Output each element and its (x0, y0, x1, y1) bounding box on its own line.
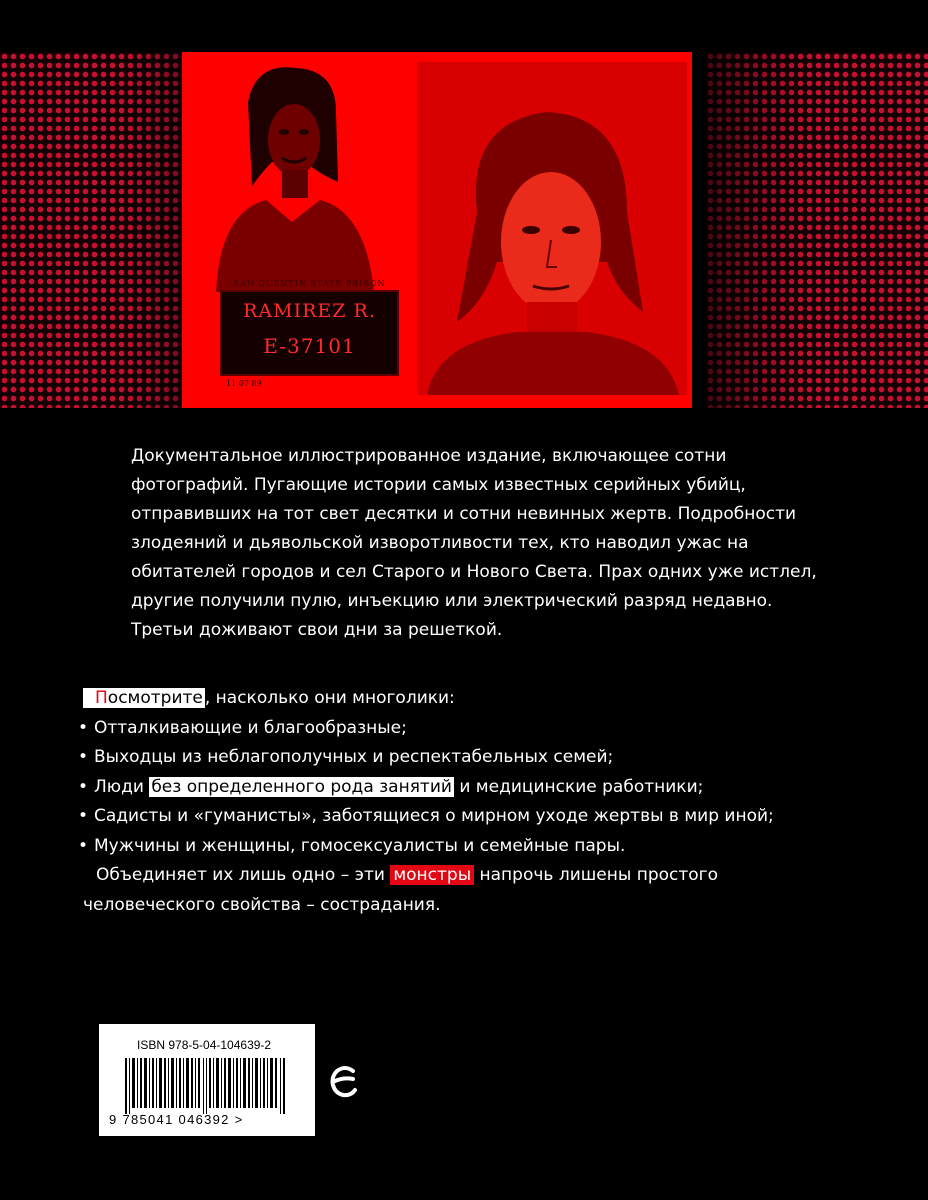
highlight-posmotrite (83, 688, 205, 708)
list-item-text: Садисты и «гуманисты», заботящиеся о мирном уходе жертвы в мир иной; (94, 806, 774, 826)
description-line: фотографий. Пугающие истории самых известных серийных убийц, (131, 475, 746, 495)
list-item (78, 743, 774, 773)
list-item (78, 832, 774, 862)
mugshot-placard (220, 279, 399, 388)
highlight-occupation: без определенного рода занятий (151, 776, 452, 797)
photo-frame (182, 52, 692, 408)
mugshot-photo-right (417, 62, 687, 395)
list-item (78, 802, 774, 832)
intro-highlight-rest: осмотрите (107, 688, 203, 708)
description-line: злодеяний и дьявольской изворотливости тех, кто наводил ужас на (131, 533, 749, 553)
list-item-text: Люди (94, 776, 150, 797)
list-item (78, 773, 774, 803)
mugshot-figure-female (417, 62, 687, 395)
bullet-icon: • (78, 776, 89, 797)
isbn-label: ISBN 978-5-04-104639-2 (137, 1038, 272, 1052)
description-line: отправивших на тот свет десятки и сотни невинных жертв. Подробности (131, 504, 797, 524)
list-item-text: Отталкивающие и благообразные; (94, 717, 407, 738)
bullet-icon: • (78, 717, 89, 738)
conclusion-line (78, 891, 774, 921)
features-list (78, 684, 774, 920)
bullet-icon: • (78, 835, 89, 856)
description-line: Документальное иллюстрированное издание, включающее сотни (131, 446, 727, 466)
placard-date: 11 07 89 (226, 379, 262, 388)
bullet-icon: • (78, 806, 89, 826)
barcode-icon (125, 1058, 289, 1114)
description-line: Третьи доживают свои дни за решеткой. (131, 620, 503, 640)
description-paragraph (131, 442, 871, 645)
placard-name: RAMIREZ R. (243, 300, 376, 322)
bullet-icon: • (78, 747, 89, 767)
conclusion-text: напрочь лишены простого (474, 865, 718, 885)
conclusion-text: Объединяет их лишь одно – эти (96, 865, 391, 885)
highlight-monsters: монстры (390, 865, 474, 885)
list-item (78, 714, 774, 744)
intro-first-letter: П (95, 688, 108, 708)
publisher-logo-icon (329, 1063, 359, 1099)
description-line: другие получили пулю, инъекцию или электрический разряд недавно. (131, 591, 773, 611)
placard-number: E-37101 (263, 334, 356, 358)
description-line: обитателей городов и сел Старого и Нового Света. Прах одних уже истлел, (131, 562, 817, 582)
list-item-text: Выходцы из неблагополучных и респектабельных семей; (94, 747, 614, 767)
conclusion-line (78, 861, 774, 891)
halftone-pattern-right (706, 52, 928, 408)
list-intro (78, 684, 774, 714)
list-item-text: Мужчины и женщины, гомосексуалисты и семейные пары. (94, 835, 626, 856)
barcode-box (99, 1024, 315, 1136)
conclusion-text: человеческого свойства – сострадания. (83, 894, 441, 915)
barcode-digits: 9 785041 046392 > (109, 1112, 244, 1127)
list-item-text: и медицинские работники; (453, 776, 704, 797)
mugshot-photo-left (196, 62, 424, 392)
intro-rest: , насколько они многолики: (204, 688, 455, 708)
placard-prison-text: SAN QUENTIN STATE PRISON (233, 279, 386, 288)
